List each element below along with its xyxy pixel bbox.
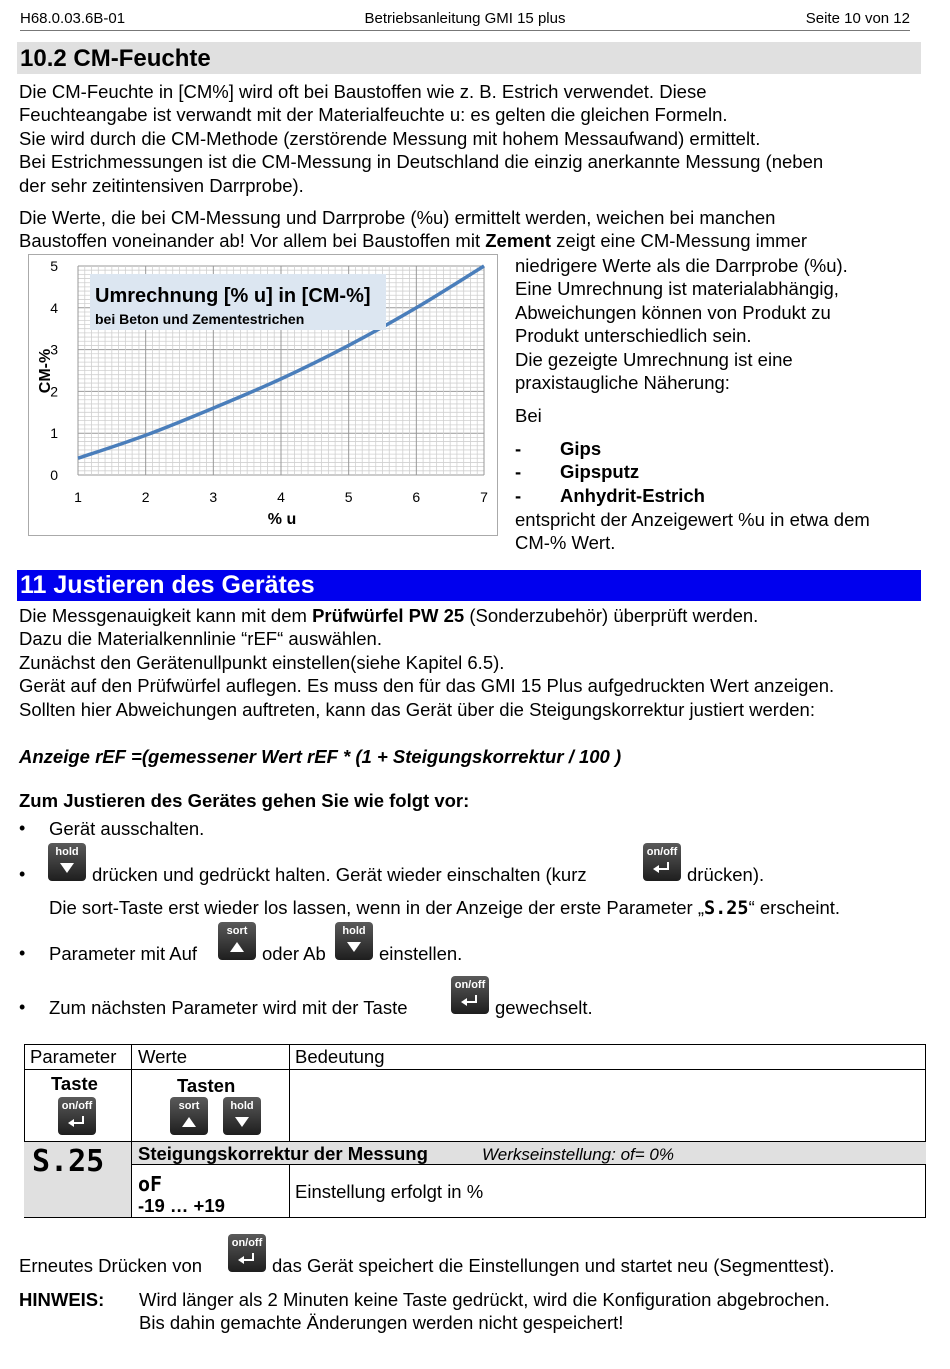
text-line: Dazu die Materialkennlinie “rEF“ auswählen. bbox=[19, 628, 382, 650]
arrow-down-icon bbox=[57, 861, 77, 875]
text-line: Feuchteangabe ist verwandt mit der Materialfeuchte u: es gelten die gleichen Formeln. bbox=[19, 104, 728, 126]
step-4-text-b: gewechselt. bbox=[495, 997, 593, 1018]
justieren-paragraph bbox=[19, 604, 834, 721]
param-title: Steigungskorrektur der Messung bbox=[138, 1143, 428, 1164]
step-3-text-c: einstellen. bbox=[379, 943, 463, 964]
doc-id: H68.0.03.6B-01 bbox=[20, 10, 126, 27]
bullet-icon: • bbox=[19, 818, 26, 838]
text-line: Bis dahin gemachte Änderungen werden nicht gespeichert! bbox=[139, 1312, 624, 1334]
step-1: Gerät ausschalten. bbox=[49, 818, 205, 839]
section-heading-justieren: 11 Justieren des Gerätes bbox=[17, 570, 921, 601]
onoff-key-icon: on/off bbox=[451, 976, 489, 1014]
list-item: - Anhydrit-Estrich bbox=[515, 484, 705, 506]
sort-key-icon: sort bbox=[218, 922, 256, 960]
param-default: Werkseinstellung: of= 0% bbox=[482, 1145, 674, 1164]
hold-key-icon: hold bbox=[335, 922, 373, 960]
cm-paragraph-2 bbox=[19, 206, 807, 253]
list-item: - Gips bbox=[515, 438, 602, 459]
sort-key-icon: sort bbox=[170, 1097, 208, 1135]
step-3-text-a: Parameter mit Auf bbox=[49, 943, 198, 964]
text-line: Die CM-Feuchte in [CM%] wird oft bei Baustoffen wie z. B. Estrich verwendet. Diese bbox=[19, 81, 707, 102]
bullet-icon: • bbox=[19, 997, 26, 1017]
bullet-icon: • bbox=[19, 943, 26, 963]
text-line: Produkt unterschiedlich sein. bbox=[515, 325, 752, 347]
list-item: - Gipsputz bbox=[515, 461, 640, 483]
text-line: Baustoffen voneinander ab! Vor allem bei Baustoffen mit Zement zeigt eine CM-Messung immer bbox=[19, 230, 808, 252]
value-meaning: Einstellung erfolgt in % bbox=[295, 1181, 484, 1202]
text-line: CM-% Wert. bbox=[515, 532, 616, 554]
enter-arrow-icon bbox=[237, 1252, 257, 1266]
arrow-down-icon bbox=[344, 940, 364, 954]
step-3-text-b: oder Ab bbox=[262, 943, 326, 964]
enter-arrow-icon bbox=[67, 1115, 87, 1129]
x-tick-label: 5 bbox=[344, 489, 353, 505]
text-line: Sie wird durch die CM-Methode (zerstörende Messung mit hohem Messaufwand) ermittelt. bbox=[19, 127, 761, 149]
x-tick-label: 4 bbox=[277, 489, 285, 505]
restart-text-b: das Gerät speichert die Einstellungen und startet neu (Segmenttest). bbox=[272, 1255, 835, 1276]
bei-text: Bei bbox=[515, 405, 542, 426]
chart-y-axis-label: CM-% bbox=[37, 348, 54, 394]
text-line: Abweichungen können von Produkt zu bbox=[515, 301, 831, 323]
col-header-werte: Werte bbox=[138, 1046, 188, 1067]
page-header bbox=[20, 8, 910, 31]
hold-key-icon: hold bbox=[223, 1097, 261, 1135]
text-line: Sollten hier Abweichungen auftreten, kann das Gerät über die Steigungskorrektur justiert werden: bbox=[19, 698, 815, 720]
after-materials-text bbox=[515, 508, 870, 555]
text-line: der sehr zeitintensiven Darrprobe). bbox=[19, 174, 304, 196]
step-2-text-a: drücken und gedrückt halten. Gerät wieder einschalten (kurz bbox=[92, 864, 587, 885]
parameter-table bbox=[24, 1044, 926, 1218]
bold-pruefwuerfel: Prüfwürfel PW 25 bbox=[312, 605, 465, 626]
x-tick-label: 6 bbox=[412, 489, 421, 505]
param-display: S.25 bbox=[32, 1144, 105, 1179]
y-tick-label: 0 bbox=[50, 467, 58, 483]
onoff-key-icon: on/off bbox=[58, 1097, 96, 1135]
materials-list bbox=[515, 437, 705, 507]
conversion-chart bbox=[28, 254, 498, 536]
onoff-key-icon: on/off bbox=[228, 1234, 266, 1272]
doc-title: Betriebsanleitung GMI 15 plus bbox=[364, 10, 566, 27]
bold-zement: Zement bbox=[485, 230, 552, 252]
x-tick-label: 7 bbox=[480, 489, 488, 505]
step-2-text-b: drücken). bbox=[687, 864, 765, 885]
onoff-key-icon: on/off bbox=[643, 843, 681, 881]
text-line: niedrigere Werte als die Darrprobe (%u). bbox=[515, 255, 848, 276]
value-range: -19 … +19 bbox=[138, 1195, 225, 1216]
y-tick-label: 2 bbox=[50, 383, 58, 400]
chart-subtitle: bei Beton und Zementestrichen bbox=[95, 311, 305, 327]
chart-x-axis-label: % u bbox=[267, 511, 297, 528]
taste-label: Taste bbox=[51, 1073, 98, 1094]
restart-text-a: Erneutes Drücken von bbox=[19, 1255, 203, 1276]
col-header-parameter: Parameter bbox=[30, 1046, 117, 1067]
x-tick-label: 1 bbox=[74, 489, 82, 505]
x-tick-label: 2 bbox=[141, 489, 150, 505]
arrow-up-icon bbox=[227, 940, 247, 954]
section-heading-cm-feuchte: 10.2 CM-Feuchte bbox=[17, 42, 921, 74]
param-display-inline: S.25 bbox=[704, 898, 749, 919]
steps-heading: Zum Justieren des Gerätes gehen Sie wie folgt vor: bbox=[19, 790, 470, 811]
enter-arrow-icon bbox=[652, 861, 672, 875]
text-line: Wird länger als 2 Minuten keine Taste gedrückt, wird die Konfiguration abgebrochen. bbox=[139, 1289, 830, 1310]
arrow-up-icon bbox=[179, 1115, 199, 1129]
text-line: Zunächst den Gerätenullpunkt einstellen(siehe Kapitel 6.5). bbox=[19, 651, 505, 673]
cm-intro-paragraph bbox=[19, 80, 823, 197]
page-number: Seite 10 von 12 bbox=[805, 10, 910, 27]
step-4-text-a: Zum nächsten Parameter wird mit der Taste bbox=[49, 997, 408, 1018]
text-line: Die Messgenauigkeit kann mit dem Prüfwürfel PW 25 (Sonderzubehör) überprüft werden. bbox=[19, 605, 759, 626]
text-line: Bei Estrichmessungen ist die CM-Messung in Deutschland die einzig anerkannte Messung (neben bbox=[19, 151, 824, 173]
y-tick-label: 1 bbox=[50, 425, 58, 442]
text-line: Die gezeigte Umrechnung ist eine bbox=[515, 348, 793, 370]
tasten-label: Tasten bbox=[177, 1075, 236, 1096]
chart-side-text bbox=[515, 254, 848, 394]
text-line: entspricht der Anzeigewert %u in etwa dem bbox=[515, 509, 870, 530]
col-header-bedeutung: Bedeutung bbox=[295, 1046, 385, 1067]
text-line: Eine Umrechnung ist materialabhängig, bbox=[515, 278, 839, 300]
y-tick-label: 4 bbox=[50, 299, 58, 316]
value-display: oF bbox=[138, 1172, 163, 1196]
hold-key-icon: hold bbox=[48, 843, 86, 881]
step-2-text-c: Die sort-Taste erst wieder los lassen, wenn in der Anzeige der erste Parameter „S.25“ erscheint. bbox=[49, 897, 841, 919]
x-tick-label: 3 bbox=[209, 489, 218, 505]
y-tick-label: 3 bbox=[50, 341, 58, 358]
y-tick-label: 5 bbox=[50, 258, 58, 274]
arrow-down-icon bbox=[232, 1115, 252, 1129]
text-line: praxistaugliche Näherung: bbox=[515, 371, 730, 393]
chart-title: Umrechnung [% u] in [CM-%] bbox=[95, 285, 371, 307]
text-line: Gerät auf den Prüfwürfel auflegen. Es muss den für das GMI 15 Plus aufgedruckten Wert anzeigen. bbox=[19, 675, 835, 697]
formula: Anzeige rEF =(gemessener Wert rEF * (1 + Steigungskorrektur / 100 ) bbox=[19, 746, 622, 767]
note-text bbox=[139, 1288, 830, 1335]
enter-arrow-icon bbox=[460, 994, 480, 1008]
note-label: HINWEIS: bbox=[19, 1289, 105, 1310]
text-line: Die Werte, die bei CM-Messung und Darrprobe (%u) ermittelt werden, weichen bei manchen bbox=[19, 207, 776, 228]
bullet-icon: • bbox=[19, 864, 26, 884]
